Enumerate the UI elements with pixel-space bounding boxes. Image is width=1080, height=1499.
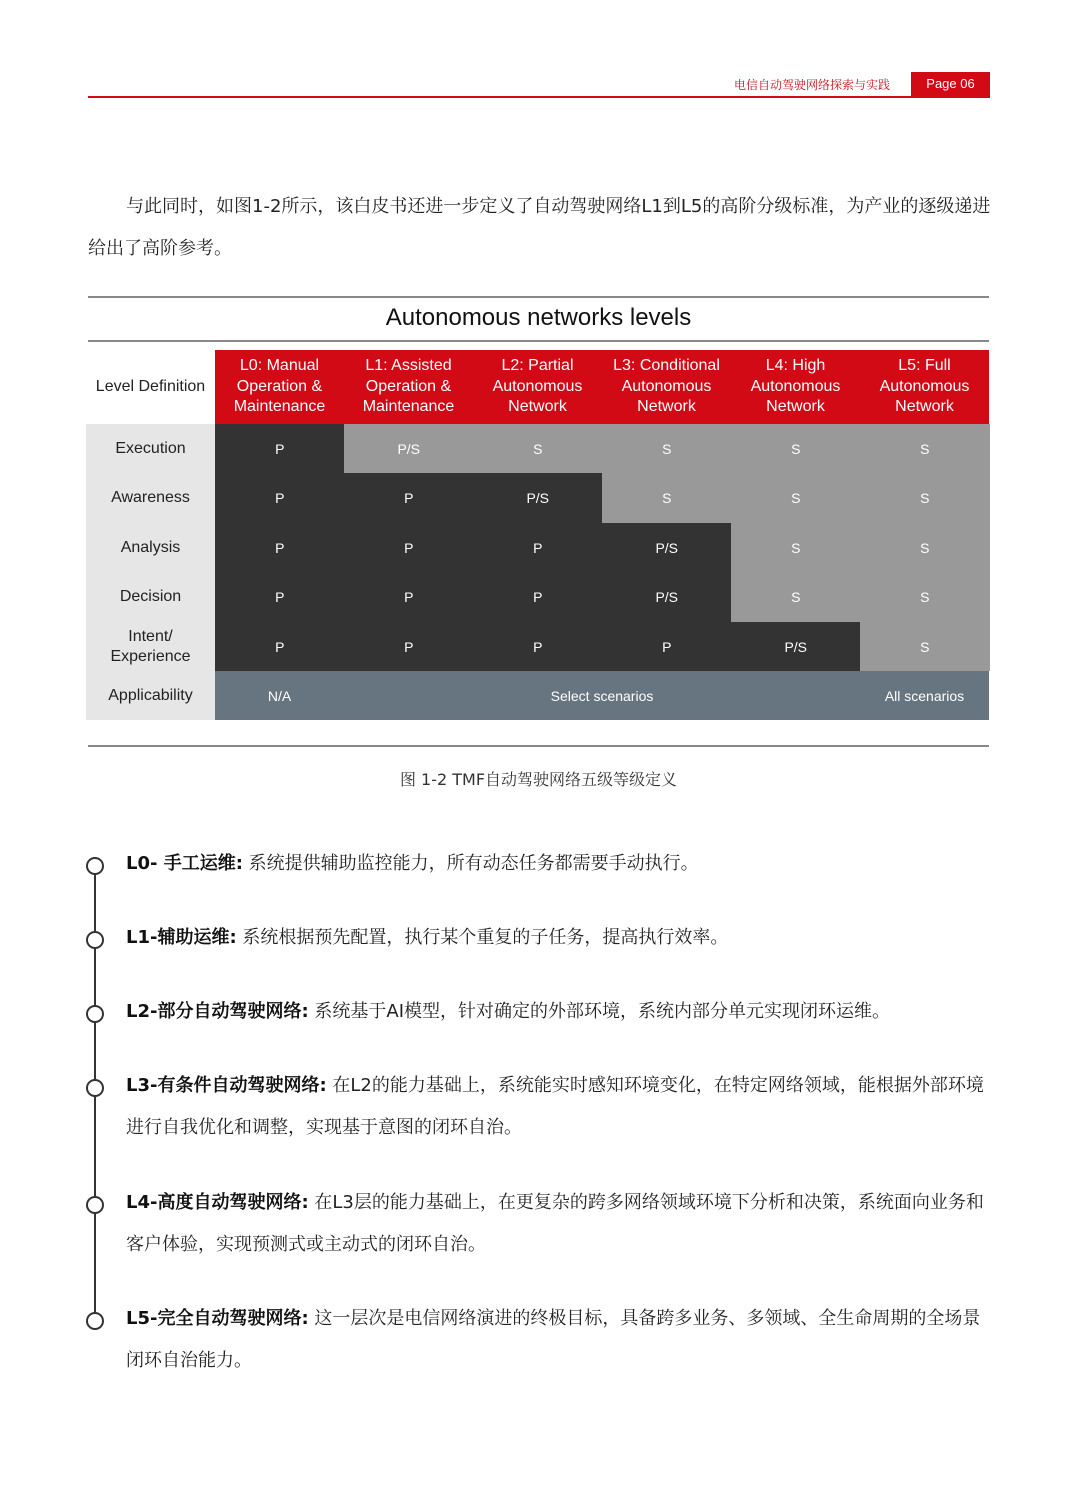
table-title: Autonomous networks levels (385, 304, 692, 331)
table-cell: P/S (344, 424, 474, 474)
table-cell: S (860, 622, 990, 672)
level-term: L0- 手工运维: (126, 853, 243, 874)
row-label: Intent/ Experience (86, 622, 215, 672)
level-description: 系统基于AI模型，针对确定的外部环境，系统内部分单元实现闭环运维。 (308, 1001, 891, 1022)
table-cell: S (473, 424, 603, 474)
level-header: L5: Full Autonomous Network (860, 350, 989, 424)
level-definition-label: Level Definition (86, 350, 215, 424)
table-cell: S (860, 523, 990, 573)
timeline-circle-icon (86, 1196, 104, 1214)
table-cell: P (344, 572, 474, 622)
table-cell: S (731, 473, 861, 523)
level-term: L5-完全自动驾驶网络: (126, 1308, 309, 1329)
table-cell: P (215, 473, 345, 523)
table-cell: S (602, 424, 732, 474)
level-item (126, 917, 992, 959)
table-cell: P (344, 473, 474, 523)
table-cell: P (344, 523, 474, 573)
intro-paragraph: 与此同时，如图1-2所示，该白皮书还进一步定义了自动驾驶网络L1到L5的高阶分级标准，为产业的逐级递进给出了高阶参考。 (88, 196, 991, 259)
timeline-circle-icon (86, 1005, 104, 1023)
table-cell: S (860, 424, 990, 474)
table-cell: S (860, 572, 990, 622)
table-cell: S (731, 523, 861, 573)
level-header: L2: Partial Autonomous Network (473, 350, 602, 424)
level-header: L3: Conditional Autonomous Network (602, 350, 731, 424)
level-item (126, 1065, 992, 1149)
level-item (126, 991, 992, 1033)
table-cell: P (344, 622, 474, 672)
table-cell: S (860, 473, 990, 523)
table-bottom-rule (88, 745, 989, 747)
level-term: L4-高度自动驾驶网络: (126, 1192, 309, 1213)
row-label: Decision (86, 572, 215, 622)
table-cell: P (473, 572, 603, 622)
level-description: 这一层次是电信网络演进的终极目标，具备跨多业务、多领域、全生命周期的全场景闭环自治能力。 (126, 1308, 981, 1371)
level-description: 系统提供辅助监控能力，所有动态任务都需要手动执行。 (242, 853, 699, 874)
running-header-title: 电信自动驾驶网络探索与实践 (733, 78, 890, 92)
level-header: L1: Assisted Operation & Maintenance (344, 350, 473, 424)
applicability-select: Select scenarios (344, 671, 860, 720)
table-cell: S (731, 424, 861, 474)
level-item (126, 1298, 992, 1382)
table-cell: P (215, 572, 345, 622)
row-label: Awareness (86, 473, 215, 523)
applicability-all: All scenarios (860, 671, 989, 720)
level-description: 系统根据预先配置，执行某个重复的子任务，提高执行效率。 (236, 927, 729, 948)
level-term: L2-部分自动驾驶网络: (126, 1001, 309, 1022)
row-label: Execution (86, 424, 215, 474)
figure-caption: 图 1-2 TMF自动驾驶网络五级等级定义 (399, 770, 678, 789)
table-top-rule (88, 296, 989, 298)
table-title-rule (88, 340, 989, 342)
table-cell: S (731, 572, 861, 622)
table-cell: P/S (602, 523, 732, 573)
table-cell: P (215, 424, 345, 474)
level-description: 在L3层的能力基础上，在更复杂的跨多网络领域环境下分析和决策，系统面向业务和客户体验，实现预测式或主动式的闭环自治。 (126, 1192, 984, 1255)
timeline-circle-icon (86, 1312, 104, 1330)
table-cell: P (473, 622, 603, 672)
table-cell: P (215, 523, 345, 573)
table-cell: S (602, 473, 732, 523)
level-term: L3-有条件自动驾驶网络: (126, 1075, 327, 1096)
level-header: L4: High Autonomous Network (731, 350, 860, 424)
header-divider (88, 96, 990, 98)
level-item (126, 1182, 992, 1266)
timeline-circle-icon (86, 1079, 104, 1097)
applicability-na: N/A (215, 671, 344, 720)
page-number-badge: Page 06 (911, 72, 990, 96)
level-item (126, 843, 992, 885)
table-cell: P/S (473, 473, 603, 523)
level-header: L0: Manual Operation & Maintenance (215, 350, 344, 424)
table-cell: P (473, 523, 603, 573)
table-cell: P/S (602, 572, 732, 622)
timeline-circle-icon (86, 857, 104, 875)
level-term: L1-辅助运维: (126, 927, 237, 948)
row-label: Analysis (86, 523, 215, 573)
table-cell: P (215, 622, 345, 672)
table-cell: P (602, 622, 732, 672)
timeline-circle-icon (86, 931, 104, 949)
table-cell: P/S (731, 622, 861, 672)
level-description: 在L2的能力基础上，系统能实时感知环境变化，在特定网络领域，能根据外部环境进行自我优化和调整，实现基于意图的闭环自治。 (126, 1075, 984, 1138)
row-label: Applicability (86, 671, 215, 720)
